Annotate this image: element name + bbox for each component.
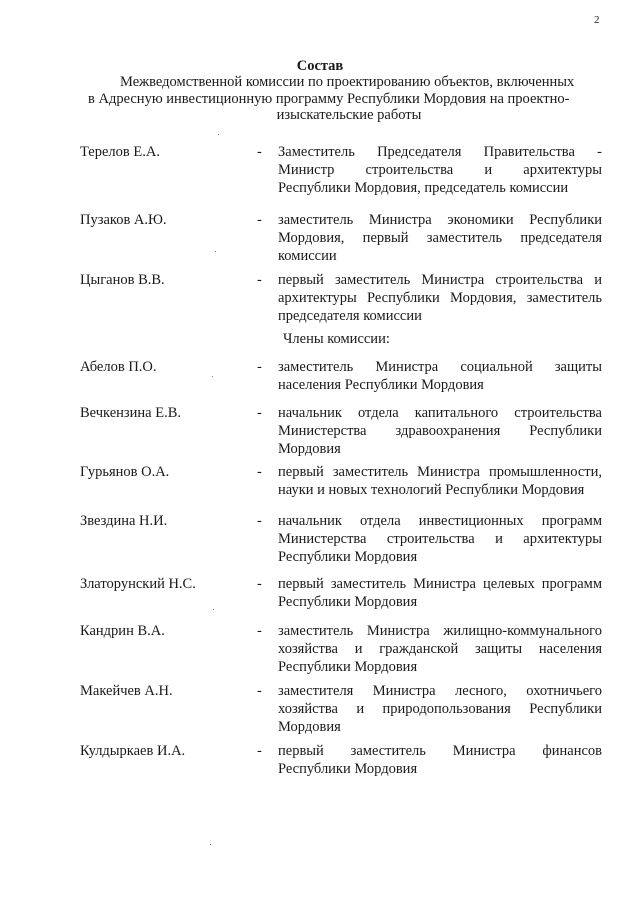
dash: - [257, 623, 262, 639]
role-line: первый заместитель Министра финансов [278, 743, 602, 759]
member-name: Кандрин В.А. [80, 623, 165, 639]
role-line: Министр строительства и архитектуры [278, 162, 602, 178]
role-line: Республики Мордовия [278, 594, 418, 610]
member-name: Вечкензина Е.В. [80, 405, 182, 421]
role-line: первый заместитель Министра строительства и [278, 272, 602, 288]
dash: - [257, 743, 262, 759]
member-role [278, 463, 602, 499]
subtitle-line: Межведомственной комиссии по проектированию объектов, включенных [120, 74, 575, 90]
member-role [278, 622, 602, 676]
role-line: хозяйства и природопользования Республики [278, 701, 602, 717]
role-line: Заместитель Председателя Правительства - [278, 144, 602, 160]
role-line: председателя комиссии [278, 308, 422, 324]
subtitle-line: в Адресную инвестиционную программу Республики Мордовия на проектно- [88, 90, 570, 107]
member-name: Звездина Н.И. [80, 513, 168, 529]
scan-speck [213, 609, 214, 610]
dash: - [257, 272, 262, 288]
role-line: хозяйства и гражданской защиты населения [278, 641, 602, 657]
role-line: начальник отдела инвестиционных программ [278, 513, 602, 529]
subtitle-line: изыскательские работы [276, 107, 422, 123]
role-line: первый заместитель Министра промышленности, [278, 464, 602, 480]
role-line: заместителя Министра лесного, охотничьего [278, 683, 602, 699]
member-role [278, 682, 602, 736]
scan-speck [210, 844, 211, 845]
document-title: Состав [296, 58, 344, 74]
dash: - [257, 359, 262, 375]
dash: - [257, 212, 262, 228]
role-line: Министерства строительства и архитектуры [278, 531, 602, 547]
role-line: начальник отдела капитального строительства [278, 405, 602, 421]
dash: - [257, 576, 262, 592]
role-line: заместитель Министра социальной защиты [278, 359, 602, 375]
scan-speck [218, 134, 219, 135]
member-role [278, 512, 602, 566]
page-number: 2 [594, 14, 600, 26]
role-line: заместитель Министра экономики Республики [278, 212, 602, 228]
document-subtitle [88, 74, 610, 124]
role-line: первый заместитель Министра целевых программ [278, 576, 602, 592]
role-line: Министерства здравоохранения Республики [278, 423, 602, 439]
member-role [278, 358, 602, 394]
member-name: Цыганов В.В. [80, 272, 165, 288]
role-line: архитектуры Республики Мордовия, заместитель [278, 290, 602, 306]
dash: - [257, 513, 262, 529]
role-line: Мордовия [278, 719, 341, 735]
dash: - [257, 144, 262, 160]
member-role [278, 143, 602, 197]
dash: - [257, 405, 262, 421]
role-line: науки и новых технологий Республики Мордовия [278, 482, 585, 498]
role-line: Республики Мордовия [278, 761, 418, 777]
member-name: Терелов Е.А. [80, 144, 160, 160]
members-heading: Члены комиссии: [283, 331, 390, 347]
role-line: населения Республики Мордовия [278, 377, 484, 393]
member-name: Гурьянов О.А. [80, 464, 170, 480]
role-line: заместитель Министра жилищно-коммунального [278, 623, 602, 639]
member-name: Абелов П.О. [80, 359, 157, 375]
member-name: Кулдыркаев И.А. [80, 743, 186, 759]
member-role [278, 211, 602, 265]
role-line: Мордовия, первый заместитель председателя [278, 230, 602, 246]
member-role [278, 404, 602, 458]
member-role [278, 271, 602, 325]
scan-speck [212, 376, 213, 377]
role-line: Мордовия [278, 441, 341, 457]
role-line: Республики Мордовия, председатель комиссии [278, 180, 569, 196]
dash: - [257, 683, 262, 699]
member-role [278, 742, 602, 778]
member-role [278, 575, 602, 611]
member-name: Пузаков А.Ю. [80, 212, 167, 228]
scan-speck [215, 251, 216, 252]
role-line: Республики Мордовия [278, 549, 418, 565]
dash: - [257, 464, 262, 480]
member-name: Макейчев А.Н. [80, 683, 173, 699]
role-line: Республики Мордовия [278, 659, 418, 675]
member-name: Златорунский Н.С. [80, 576, 196, 592]
role-line: комиссии [278, 248, 337, 264]
